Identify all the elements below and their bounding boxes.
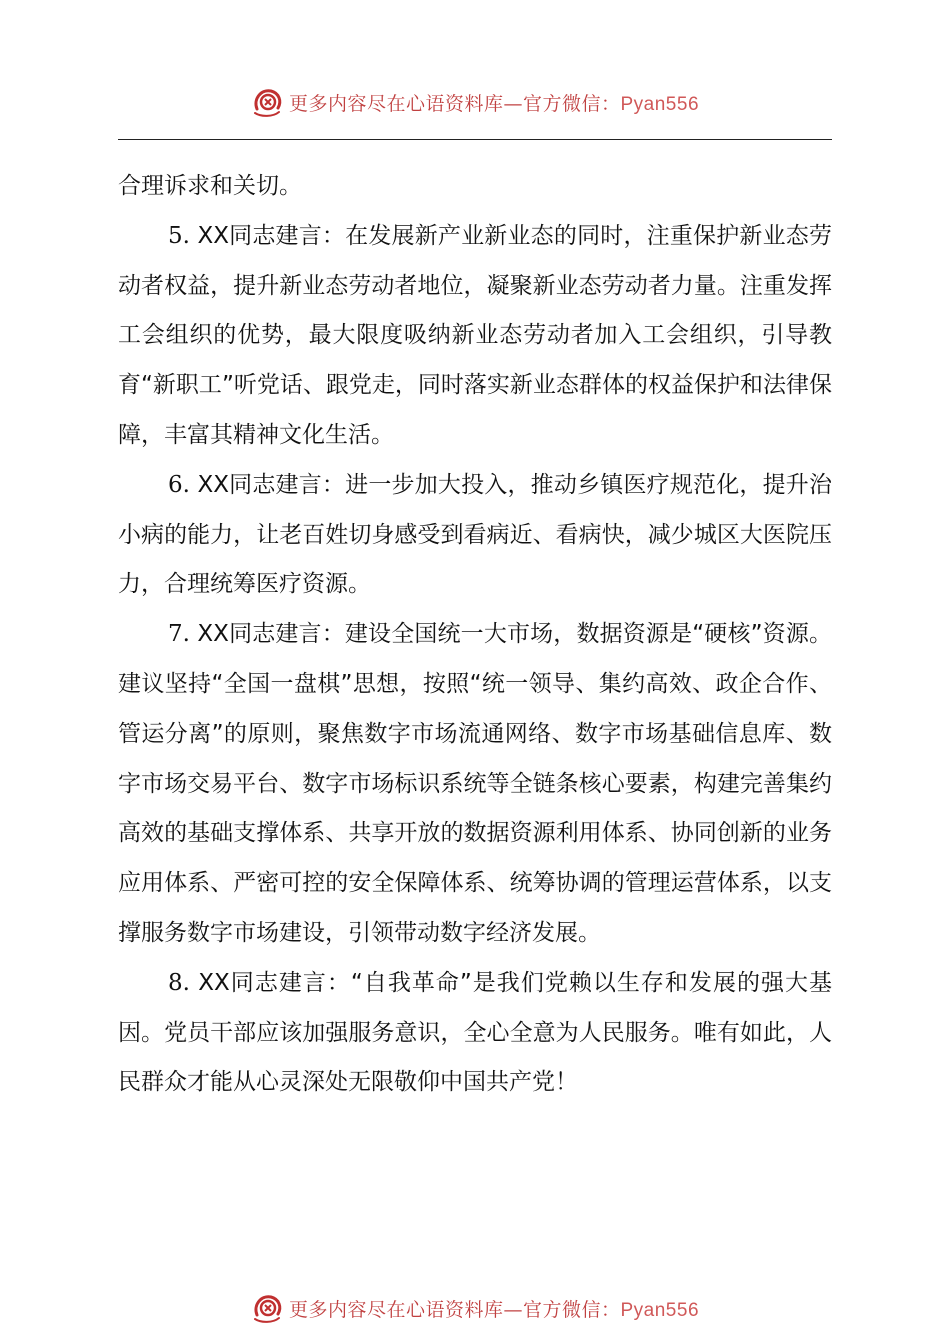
paragraph-item-8 [118, 959, 832, 1108]
footer-banner-text: 更多内容尽在心语资料库—官方微信：Pyan556 [288, 1298, 700, 1321]
item-text: XX同志建言：进一步加大投入，推动乡镇医疗规范化，提升治小病的能力，让老百姓切身感受到看病近、看病快，减少城区大医院压力，合理统筹医疗资源。 [118, 471, 832, 598]
document-body [118, 162, 832, 1108]
paragraph-item-7 [118, 610, 832, 959]
paragraph-item-5 [118, 212, 832, 461]
item-text: XX同志建言：在发展新产业新业态的同时，注重保护新业态劳动者权益，提升新业态劳动者地位，凝聚新业态劳动者力量。注重发挥工会组织的优势，最大限度吸纳新业态劳动者加入工会组织，引导教育“新职工”听党话、跟党走，同时落实新业态群体的权益保护和法律保障，丰富其精神文化生活。 [118, 222, 832, 448]
page-header-banner [0, 82, 950, 122]
item-number: 8. [168, 969, 190, 996]
logo-icon [251, 1291, 285, 1325]
footer-wechat-id: Pyan556 [620, 1299, 700, 1321]
item-number: 5. [168, 222, 190, 249]
paragraph-continuation: 合理诉求和关切。 [118, 173, 302, 199]
logo-icon [251, 85, 285, 119]
header-wechat-id: Pyan556 [620, 93, 700, 115]
header-banner-text: 更多内容尽在心语资料库—官方微信：Pyan556 [288, 92, 700, 115]
paragraph-item-6 [118, 461, 832, 610]
item-number: 6. [168, 471, 190, 498]
item-text: XX同志建言：建设全国统一大市场，数据资源是“硬核”资源。建议坚持“全国一盘棋”思想，按照“统一领导、集约高效、政企合作、管运分离”的原则，聚焦数字市场流通网络、数字市场基础信息库、数字市场交易平台、数字市场标识系统等全链条核心要素，构建完善集约高效的基础支撑体系、共享开放的数据资源利用体系、协同创新的业务应用体系、严密可控的安全保障体系、统筹协调的管理运营体系，以支撑服务数字市场建设，引领带动数字经济发展。 [118, 621, 832, 946]
item-number: 7. [168, 621, 190, 648]
item-text: XX同志建言：“自我革命”是我们党赖以生存和发展的强大基因。党员干部应该加强服务意识，全心全意为人民服务。唯有如此，人民群众才能从心灵深处无限敬仰中国共产党！ [118, 969, 832, 1096]
page-footer-banner [0, 1288, 950, 1328]
header-divider [118, 139, 832, 140]
